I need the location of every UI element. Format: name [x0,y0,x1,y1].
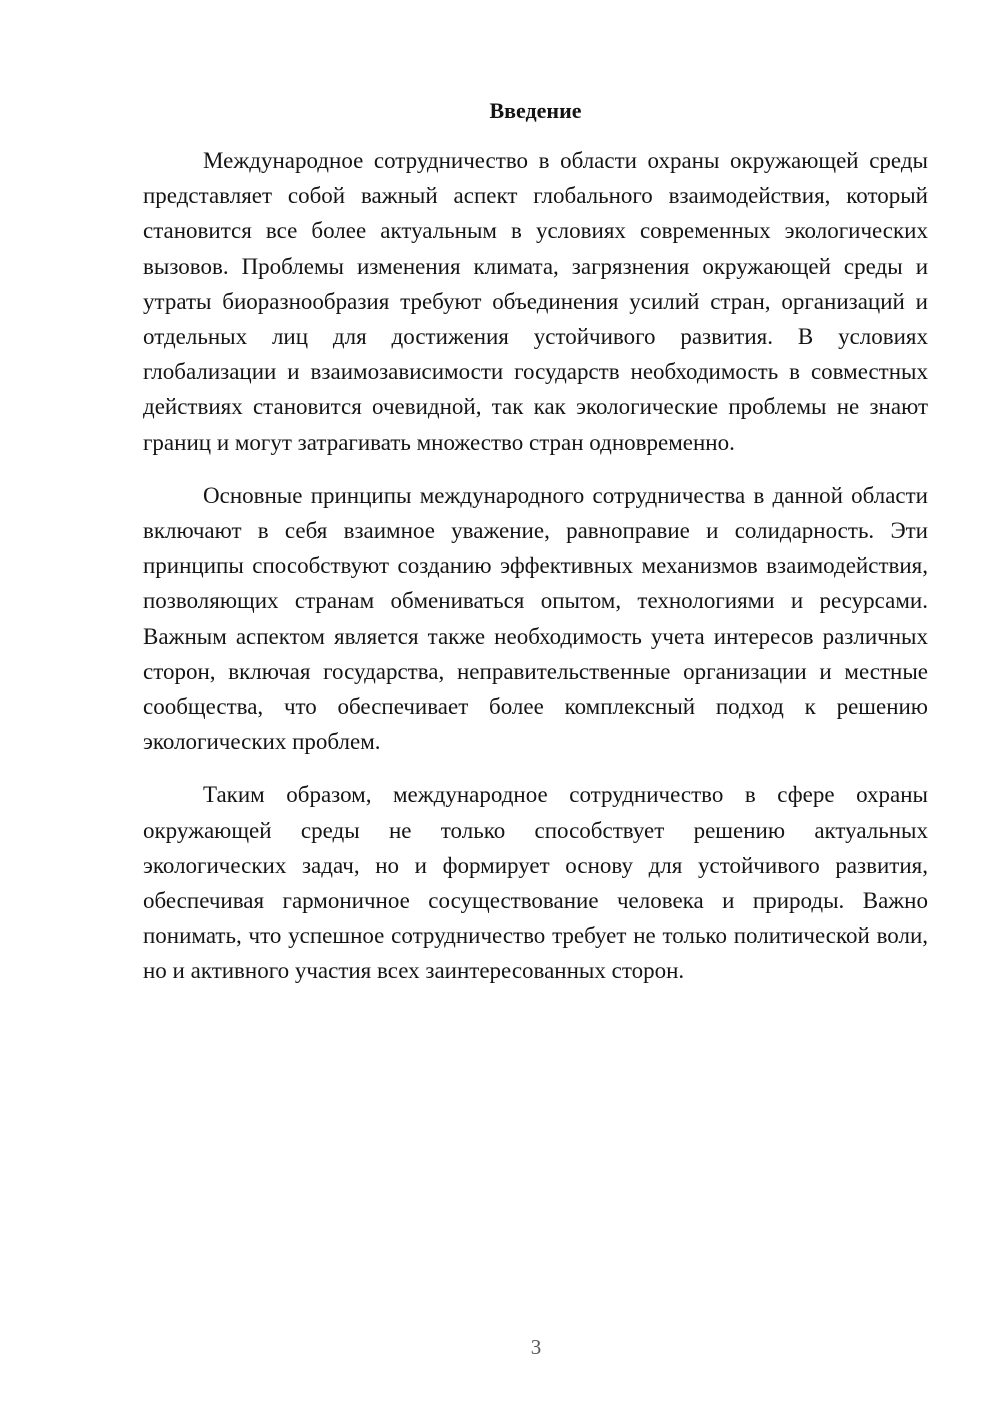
page-title: Введение [489,98,582,123]
paragraph-2: Основные принципы международного сотрудничества в данной области включают в себя взаимное уважение, равноправие и солидарность. Эти принципы способствуют созданию эффективных механизмов взаимодействия, позволяющих странам обмениваться опытом, технологиями и ресурсами. Важным аспектом является также необходимость учета интересов различных сторон, включая государства, неправительственные организации и местные сообщества, что обеспечивает более комплексный подход к решению экологических проблем. [143,482,928,755]
document-body [143,143,928,1007]
paragraph-1: Международное сотрудничество в области охраны окружающей среды представляет собой важный аспект глобального взаимодействия, который становится все более актуальным в условиях современных экологических вызовов. Проблемы изменения климата, загрязнения окружающей среды и утраты биоразнообразия требуют объединения усилий стран, организаций и отдельных лиц для достижения устойчивого развития. В условиях глобализации и взаимозависимости государств необходимость в совместных действиях становится очевидной, так как экологические проблемы не знают границ и могут затрагивать множество стран одновременно. [143,148,928,455]
page-number: 3 [530,1335,542,1359]
paragraph-3: Таким образом, международное сотрудничество в сфере охраны окружающей среды не только способствует решению актуальных экологических задач, но и формирует основу для устойчивого развития, обеспечивая гармоничное сосуществование человека и природы. Важно понимать, что успешное сотрудничество требует не только политической воли, но и активного участия всех заинтересованных сторон. [143,782,928,984]
